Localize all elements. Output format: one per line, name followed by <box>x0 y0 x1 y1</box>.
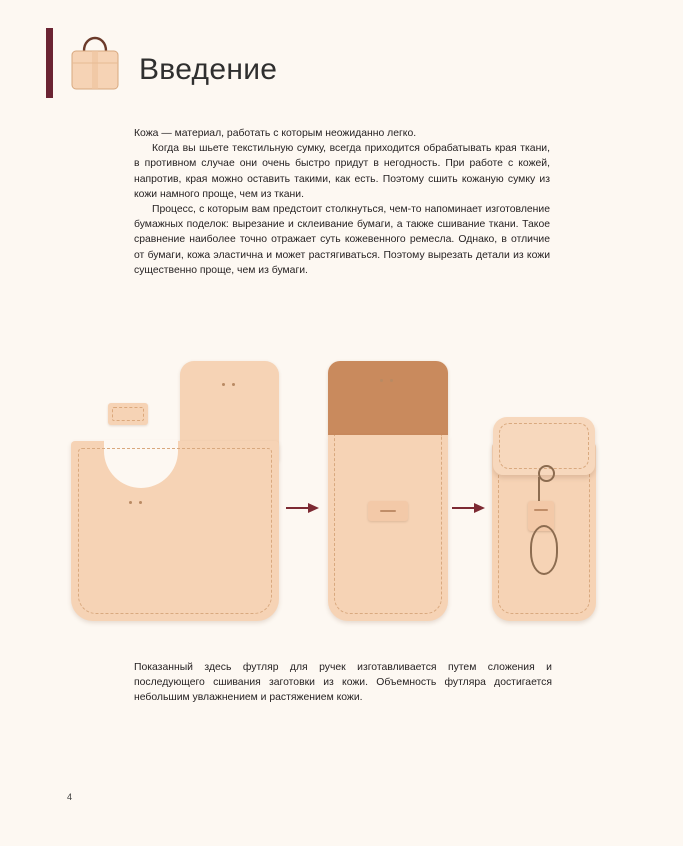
tab-slit <box>380 510 396 512</box>
leather-tab <box>368 501 408 521</box>
arrow-head <box>308 503 319 513</box>
punch-hole <box>232 383 235 386</box>
closure-knot <box>538 465 555 482</box>
body-stitching <box>78 448 272 614</box>
title-accent-bar <box>46 28 53 98</box>
leather-small-tab-piece <box>108 403 148 425</box>
folded-body-stitching <box>334 435 442 614</box>
body-notch <box>104 440 178 488</box>
arrow-shaft <box>286 507 310 509</box>
intro-text <box>134 126 550 278</box>
arrow-step-1-to-2 <box>286 503 320 513</box>
arrow-shaft <box>452 507 476 509</box>
folded-piece-with-tab <box>328 361 448 621</box>
case-flap-stitching <box>499 423 589 469</box>
handbag-icon <box>62 33 128 95</box>
intro-paragraph-3: Процесс, с которым вам предстоит столкнуться, чем-то напоминает изготовление бумажных поделок: вырезание и склеивание бумаги, а также сшивание ткани. Такое сравнение наиболее точно отражает суть кожевенного ремесла. Однако, в отличие от бумаги, кожа эластична и может растягиваться. Поэтому вырезать детали из кожи существенно проще, чем из бумаги. <box>134 204 550 276</box>
tag-slit <box>534 509 548 511</box>
folded-flap-top <box>328 361 448 435</box>
punch-hole <box>222 383 225 386</box>
arrow-step-2-to-3 <box>452 503 486 513</box>
leather-body-piece <box>71 441 279 621</box>
intro-paragraph-1: Кожа — материал, работать с которым неожиданно легко. <box>134 128 417 139</box>
small-tab-stitching <box>112 407 144 421</box>
punch-hole <box>380 379 383 382</box>
arrow-head <box>474 503 485 513</box>
closure-loop <box>530 525 558 575</box>
figure-caption <box>134 660 552 706</box>
folded-body <box>328 435 448 621</box>
intro-paragraph-2: Когда вы шьете текстильную сумку, всегда приходится обрабатывать края ткани, в противном случае они очень быстро придут в негодность. При работе с кожей, напротив, края можно оставить такими, как есть. Поэтому сшить кожаную сумку из кожи намного проще, чем из ткани. <box>134 143 550 200</box>
figure-caption-text: Показанный здесь футляр для ручек изготавливается путем сложения и последующего сшивания заготовки из кожи. Объемность футляра достигается небольшим увлажнением и растяжением кожи. <box>134 662 552 704</box>
punch-hole <box>129 501 132 504</box>
punch-hole <box>139 501 142 504</box>
page-title: Введение <box>139 53 278 86</box>
closure-strap <box>538 477 540 503</box>
finished-pen-case <box>492 417 596 621</box>
punch-hole <box>390 379 393 382</box>
page-number: 4 <box>67 792 73 802</box>
process-figure <box>60 355 630 645</box>
